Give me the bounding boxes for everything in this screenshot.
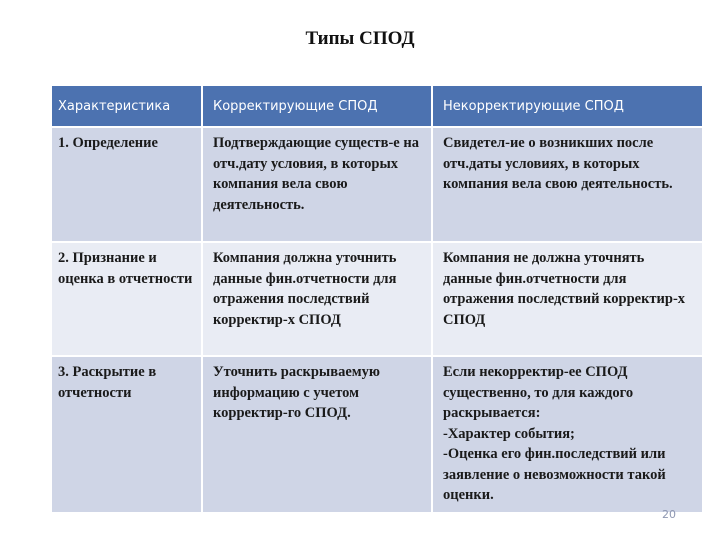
disclosure-item: -Оценка его фин.последствий или заявление о невозможности такой оценки. — [443, 446, 666, 503]
header-row — [51, 85, 703, 127]
disclosure-item: -Характер события; — [443, 425, 575, 442]
spod-types-table — [50, 84, 704, 514]
adjusting-cell: Подтверждающие существ-е на отч.дату условия, в которых компания вела свою деятельность. — [202, 127, 432, 242]
adjusting-cell: Компания должна уточнить данные фин.отчетности для отражения последствий корректир-х СПОД — [202, 242, 432, 356]
page-number: 20 — [662, 508, 676, 521]
non-adjusting-cell — [432, 356, 703, 513]
non-adjusting-cell: Свидетел-ие о возникших после отч.даты условиях, в которых компания вела свою деятельность. — [432, 127, 703, 242]
header-adjusting: Корректирующие СПОД — [202, 85, 432, 127]
row-label: 3. Раскрытие в отчетности — [51, 356, 202, 513]
table-row — [51, 242, 703, 356]
row-label: 2. Признание и оценка в отчетности — [51, 242, 202, 356]
table-row — [51, 127, 703, 242]
header-characteristic: Характеристика — [51, 85, 202, 127]
adjusting-cell: Уточнить раскрываемую информацию с учетом корректир-го СПОД. — [202, 356, 432, 513]
row-label: 1. Определение — [51, 127, 202, 242]
non-adjusting-cell: Компания не должна уточнять данные фин.отчетности для отражения последствий корректир-х СПОД — [432, 242, 703, 356]
slide-title: Типы СПОД — [305, 28, 415, 49]
table-row — [51, 356, 703, 513]
disclosure-intro: Если некорректир-ее СПОД существенно, то для каждого раскрывается: — [443, 364, 634, 421]
header-non-adjusting: Некорректирующие СПОД — [432, 85, 703, 127]
